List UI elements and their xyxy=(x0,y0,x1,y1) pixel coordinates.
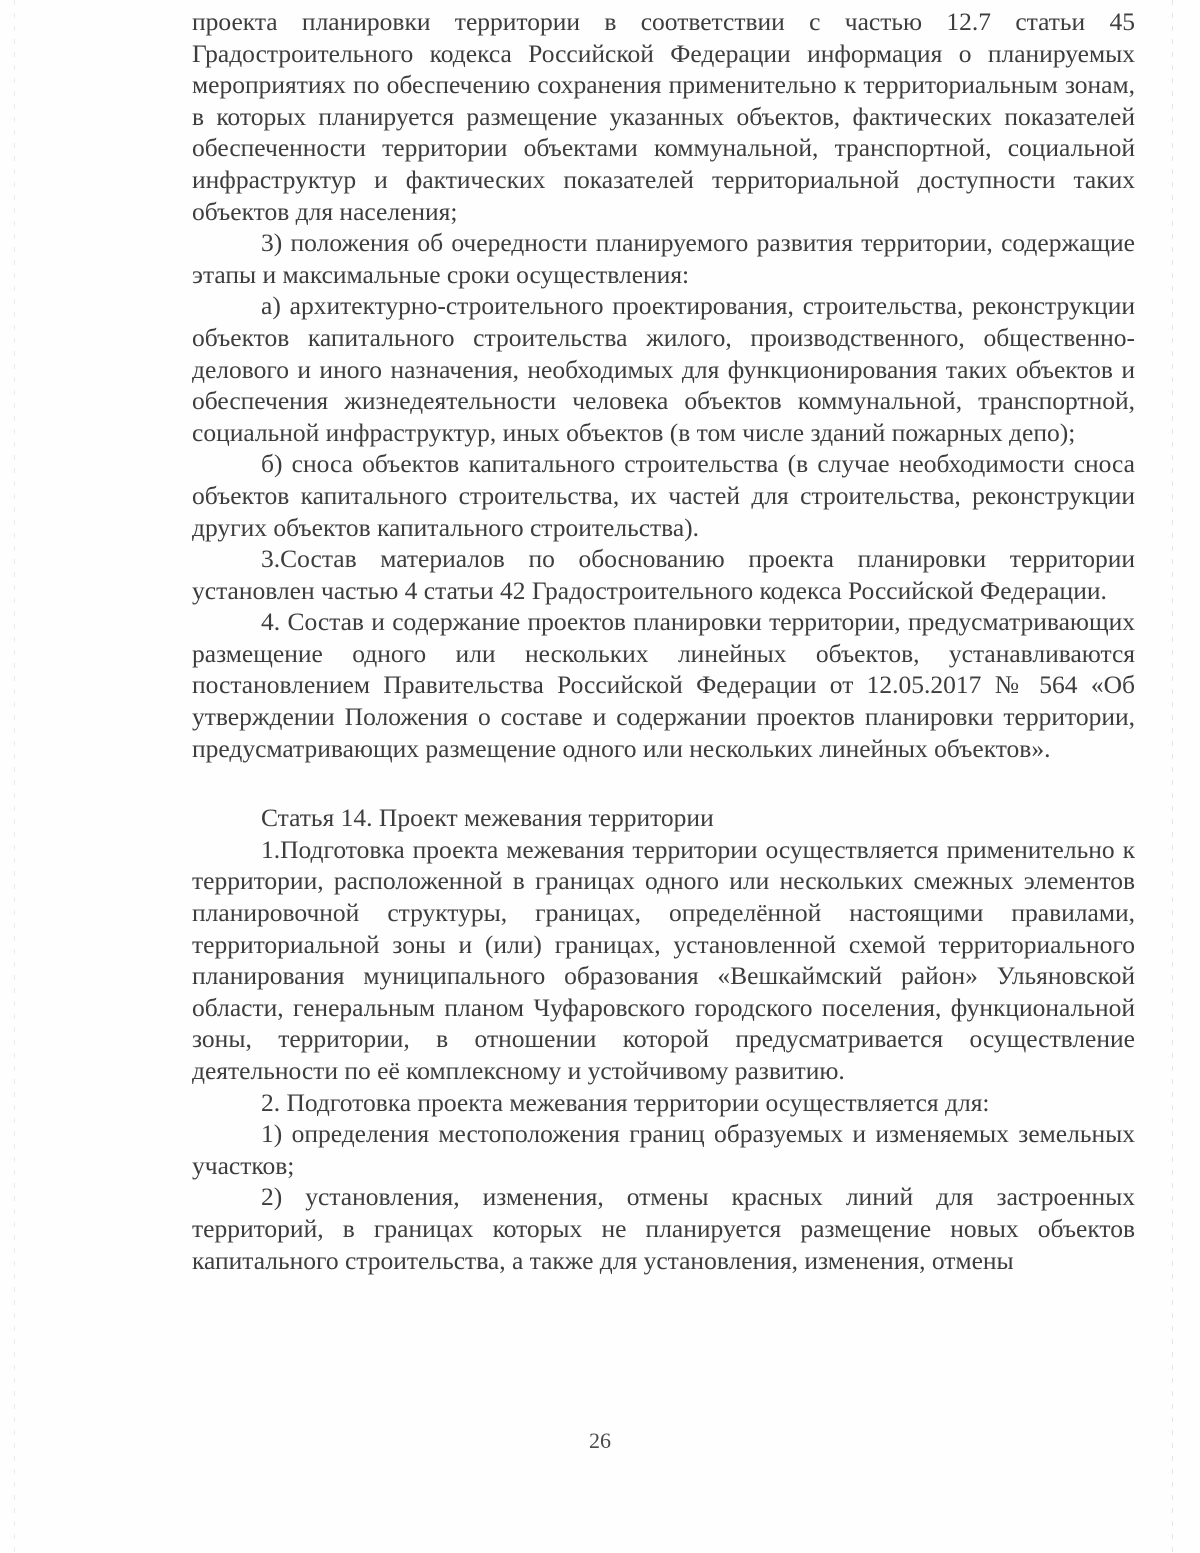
paragraph-article-14-2: 2. Подготовка проекта межевания территории осуществляется для: xyxy=(261,1087,990,1117)
paragraph-article-14-1: 1.Подготовка проекта межевания территории осуществляется применительно к территории, расположенной в границах одного или нескольких смежных элементов планировочной структуры, границах, определённой настоящими правилами, территориальной зоны и (или) границах, установленной схемой территориального планирования муниципального образования «Вешкаймский район» Ульяновской области, генеральным планом Чуфаровского городского поселения, функциональной зоны, территории, в отношении которой предусматривается осуществление деятельности по её комплексному и устойчивому развитию. xyxy=(192,834,1135,1085)
paragraph-article-14-2-1: 1) определения местоположения границ образуемых и изменяемых земельных участков; xyxy=(192,1119,1135,1180)
paragraph-item-b: б) сноса объектов капитального строительства (в случае необходимости сноса объектов капитального строительства, их частей для строительства, реконструкции других объектов капитального строительства). xyxy=(192,449,1135,542)
paragraph-item-a: а) архитектурно-строительного проектирования, строительства, реконструкции объектов капитального строительства жилого, производственного, общественно-делового и иного назначения, необходимых для функционирования таких объектов и обеспечения жизнедеятельности человека объектов коммунальной, транспортной, социальной инфраструктур, иных объектов (в том числе зданий пожарных депо); xyxy=(192,291,1135,447)
scan-edge-right xyxy=(1172,0,1173,1553)
page-number: 26 xyxy=(589,1428,611,1453)
paragraph-section-4: 4. Состав и содержание проектов планировки территории, предусматривающих размещение одного или нескольких линейных объектов, устанавливаются постановлением Правительства Российской Федерации от 12.05.2017 № 564 «Об утверждении Положения о составе и содержании проектов планировки территории, предусматривающих размещение одного или нескольких линейных объектов». xyxy=(192,607,1135,763)
paragraph-gap xyxy=(192,764,1135,802)
paragraph-continuation: проекта планировки территории в соответствии с частью 12.7 статьи 45 Градостроительного кодекса Российской Федерации информация о планируемых мероприятиях по обеспечению сохранения применительно к территориальным зонам, в которых планируется размещение указанных объектов, фактических показателей обеспеченности территории объектами коммунальной, транспортной, социальной инфраструктур и фактических показателей территориальной доступности таких объектов для населения; xyxy=(192,7,1135,226)
paragraph-article-14-2-2: 2) установления, изменения, отмены красных линий для застроенных территорий, в границах которых не планируется размещение новых объектов капитального строительства, а также для установления, изменения, отмены xyxy=(192,1182,1135,1275)
scan-edge-left xyxy=(14,0,15,1553)
paragraph-item-3: 3) положения об очередности планируемого развития территории, содержащие этапы и максимальные сроки осуществления: xyxy=(192,228,1135,289)
paragraph-section-3: 3.Состав материалов по обоснованию проекта планировки территории установлен частью 4 статьи 42 Градостроительного кодекса Российской Федерации. xyxy=(192,544,1135,605)
article-heading: Статья 14. Проект межевания территории xyxy=(261,803,714,833)
document-body xyxy=(192,6,1135,1276)
